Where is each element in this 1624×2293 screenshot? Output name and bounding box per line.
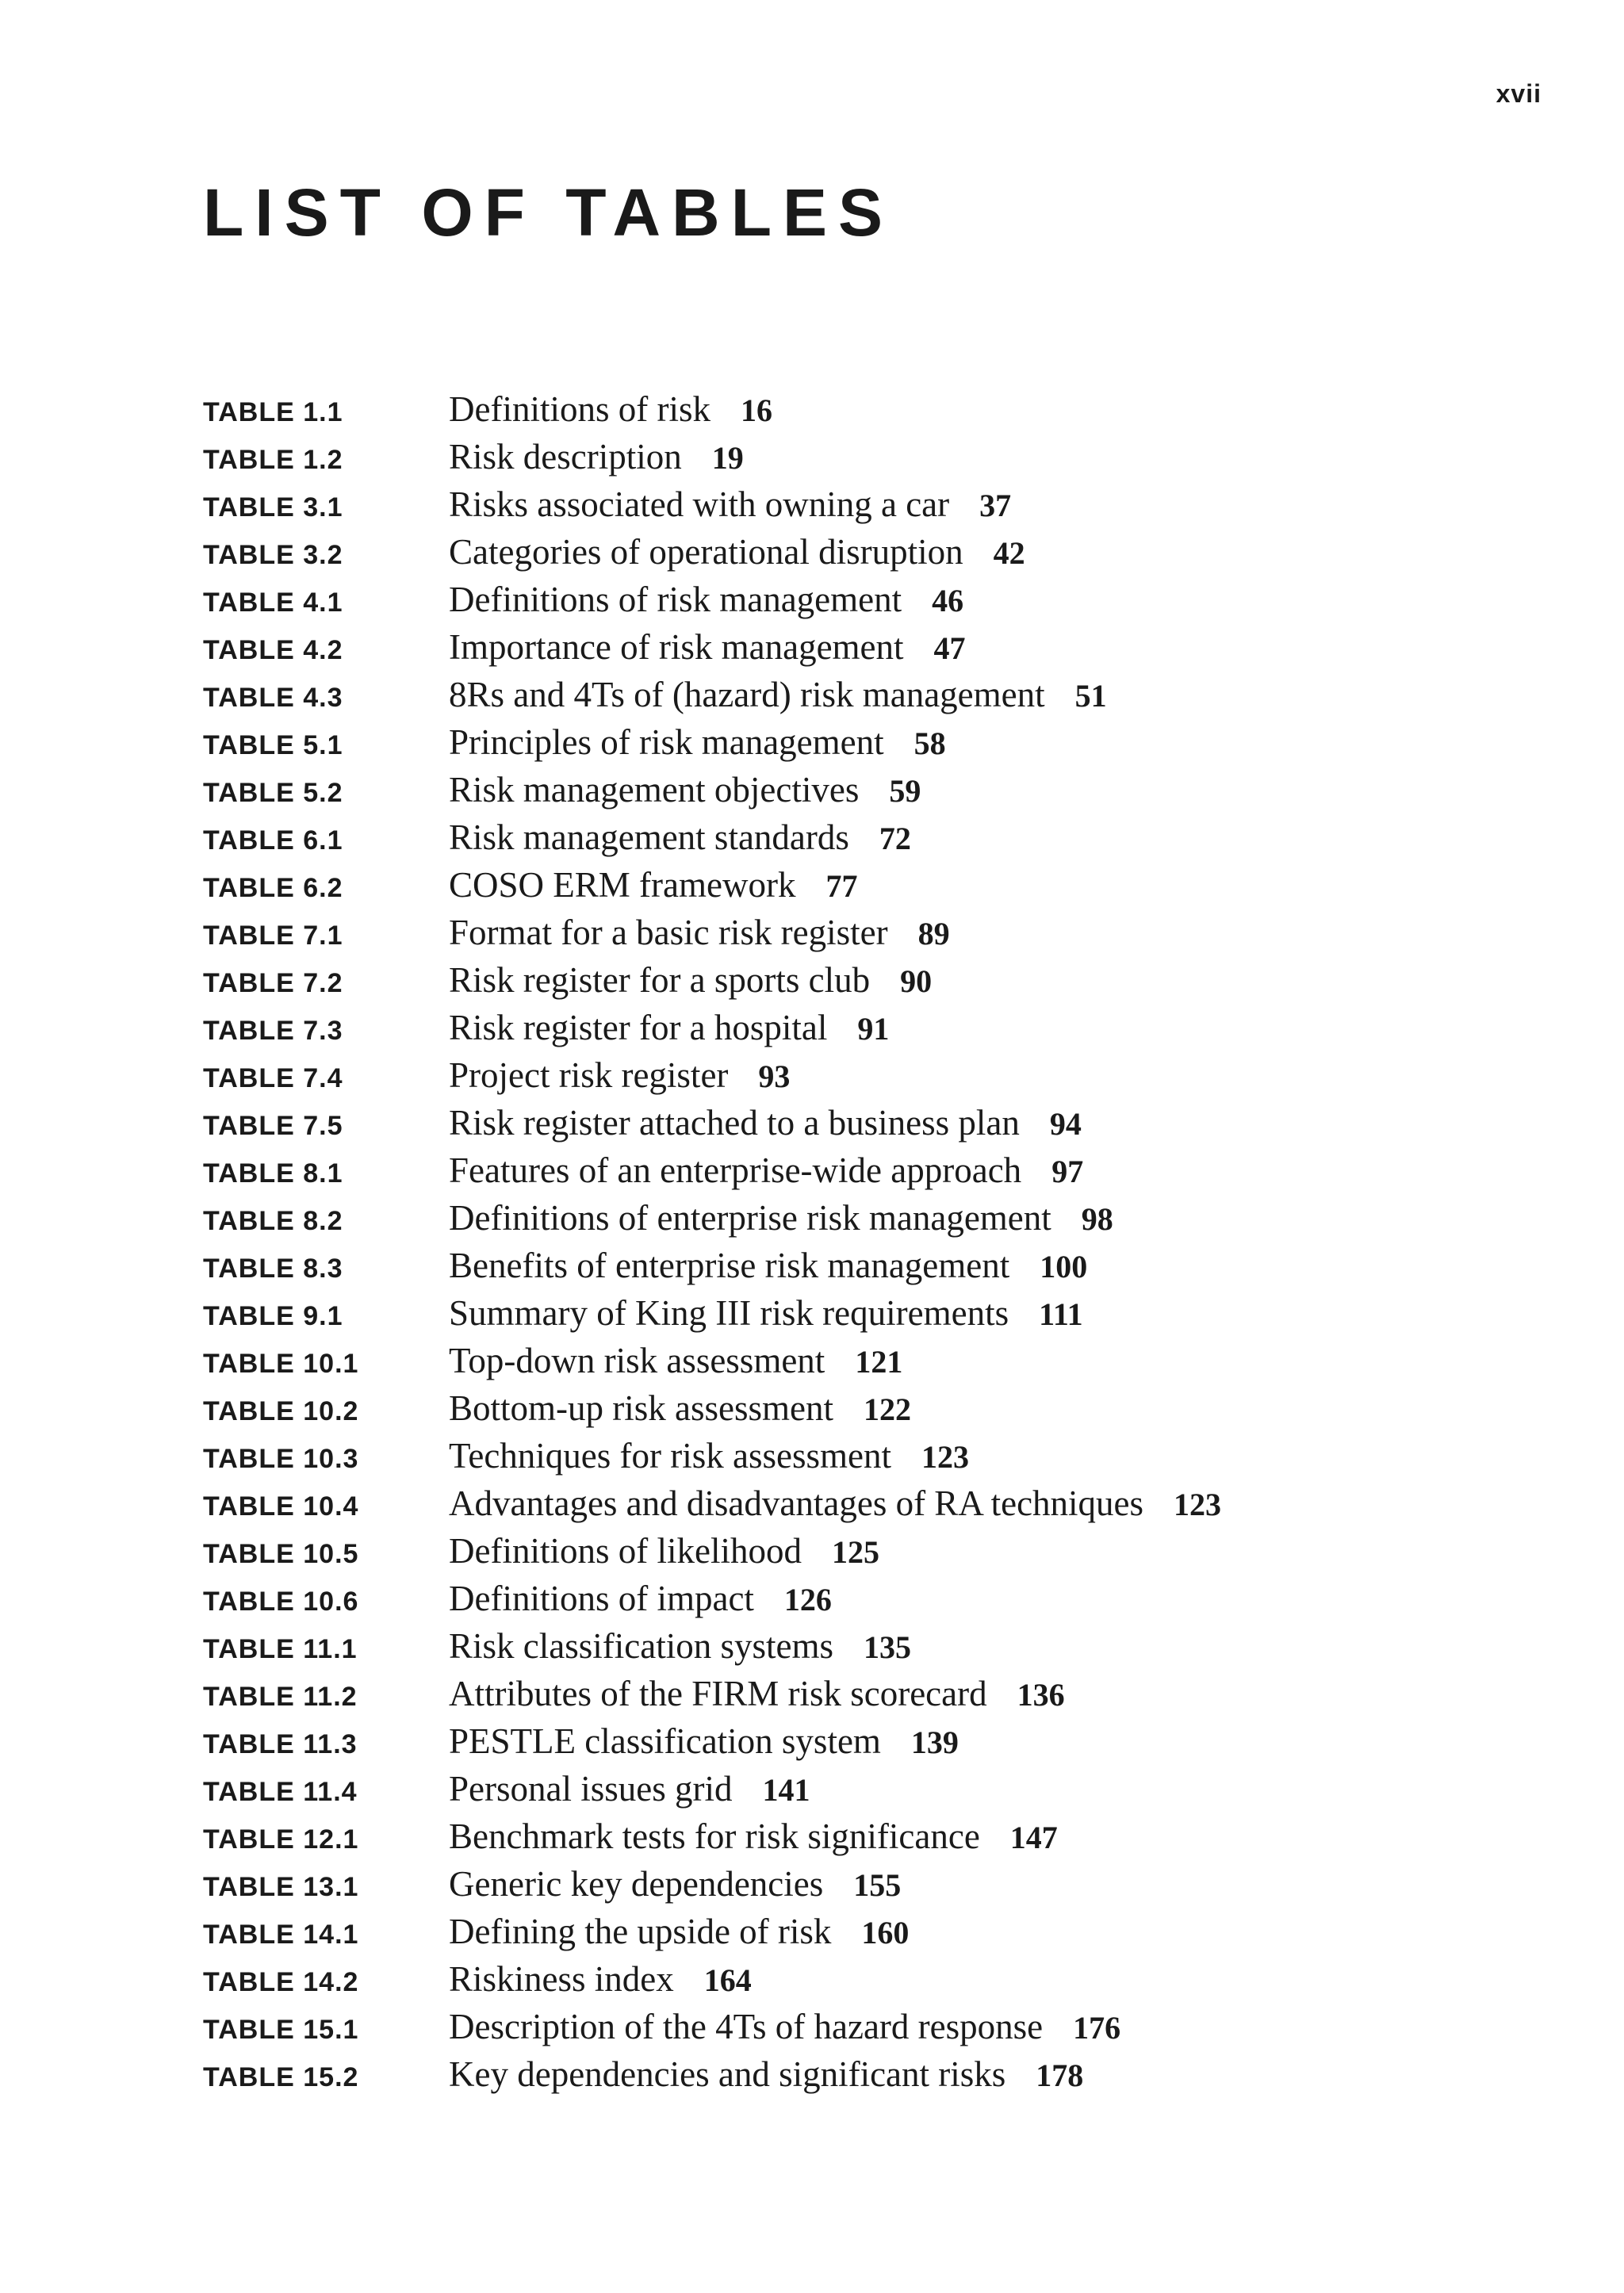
- table-label: TABLE 10.1: [203, 1349, 359, 1379]
- table-caption: Summary of King III risk requirements: [449, 1293, 1009, 1333]
- table-page-number: 16: [740, 392, 772, 428]
- table-label: TABLE 7.1: [203, 921, 343, 951]
- table-page-number: 46: [932, 583, 964, 618]
- table-entry: [203, 1625, 1472, 1673]
- table-label: TABLE 11.1: [203, 1634, 358, 1664]
- table-caption: Description of the 4Ts of hazard response: [449, 2007, 1044, 2046]
- table-caption: Definitions of risk: [449, 389, 710, 429]
- table-caption: Importance of risk management: [449, 627, 904, 667]
- table-caption: Format for a basic risk register: [449, 913, 888, 952]
- table-page-number: 58: [914, 725, 946, 761]
- table-label: TABLE 11.3: [203, 1729, 358, 1759]
- table-label: TABLE 3.2: [203, 540, 343, 570]
- table-page-number: 89: [917, 916, 950, 951]
- table-label: TABLE 5.2: [203, 778, 343, 808]
- table-page-number: 59: [889, 773, 921, 809]
- table-caption: PESTLE classification system: [449, 1721, 881, 1761]
- table-page-number: 93: [758, 1058, 791, 1094]
- table-page-number: 94: [1049, 1106, 1082, 1142]
- table-caption: Definitions of enterprise risk management: [449, 1198, 1051, 1238]
- table-caption: Risk description: [449, 437, 682, 477]
- table-entry: [203, 912, 1472, 959]
- table-page-number: 72: [879, 821, 911, 856]
- table-entry: [203, 1578, 1472, 1625]
- table-label: TABLE 4.2: [203, 635, 343, 665]
- table-label: TABLE 6.2: [203, 873, 343, 903]
- table-label: TABLE 11.4: [203, 1777, 358, 1807]
- table-label: TABLE 12.1: [203, 1824, 359, 1855]
- table-entry: [203, 1673, 1472, 1721]
- table-entry: [203, 389, 1472, 436]
- table-entry: [203, 531, 1472, 579]
- table-label: TABLE 7.4: [203, 1063, 343, 1093]
- table-entry: [203, 1721, 1472, 1768]
- table-label: TABLE 10.2: [203, 1396, 359, 1426]
- table-page-number: 121: [855, 1344, 903, 1380]
- table-caption: Project risk register: [449, 1055, 729, 1095]
- table-label: TABLE 1.2: [203, 445, 343, 475]
- table-caption: Risk register attached to a business plan: [449, 1103, 1020, 1143]
- table-caption: Features of an enterprise-wide approach: [449, 1150, 1022, 1190]
- table-label: TABLE 10.6: [203, 1587, 359, 1617]
- table-entry: [203, 1816, 1472, 1863]
- table-caption: 8Rs and 4Ts of (hazard) risk management: [449, 675, 1045, 714]
- table-caption: Definitions of likelihood: [449, 1531, 802, 1571]
- table-label: TABLE 13.1: [203, 1872, 359, 1902]
- table-caption: Attributes of the FIRM risk scorecard: [449, 1674, 987, 1713]
- table-entry: [203, 1388, 1472, 1435]
- table-entry: [203, 1435, 1472, 1483]
- table-page-number: 135: [863, 1629, 911, 1665]
- table-list: [203, 389, 1472, 2101]
- table-entry: [203, 674, 1472, 722]
- table-entry: [203, 1102, 1472, 1150]
- table-label: TABLE 6.1: [203, 825, 343, 856]
- table-entry: [203, 1958, 1472, 2006]
- table-entry: [203, 1911, 1472, 1958]
- table-label: TABLE 14.2: [203, 1967, 359, 1997]
- table-label: TABLE 5.1: [203, 730, 343, 760]
- table-entry: [203, 1340, 1472, 1388]
- table-page-number: 123: [1174, 1487, 1222, 1522]
- table-entry: [203, 484, 1472, 531]
- table-entry: [203, 1007, 1472, 1055]
- table-entry: [203, 2006, 1472, 2054]
- table-entry: [203, 864, 1472, 912]
- table-caption: Categories of operational disruption: [449, 532, 963, 572]
- table-entry: [203, 1863, 1472, 1911]
- table-entry: [203, 626, 1472, 674]
- table-caption: Bottom-up risk assessment: [449, 1388, 833, 1428]
- table-label: TABLE 10.4: [203, 1491, 359, 1522]
- table-label: TABLE 15.2: [203, 2062, 359, 2092]
- table-caption: Advantages and disadvantages of RA techniques: [449, 1483, 1144, 1523]
- table-page-number: 123: [921, 1439, 969, 1475]
- table-entry: [203, 1055, 1472, 1102]
- table-page-number: 125: [831, 1534, 879, 1570]
- table-page-number: 19: [711, 440, 744, 476]
- table-page-number: 155: [853, 1867, 902, 1903]
- table-label: TABLE 4.3: [203, 683, 343, 713]
- table-page-number: 164: [703, 1962, 752, 1998]
- table-page-number: 136: [1017, 1677, 1065, 1713]
- table-entry: [203, 722, 1472, 769]
- table-page-number: 97: [1051, 1154, 1084, 1189]
- table-page-number: 126: [783, 1582, 832, 1617]
- table-page-number: 178: [1036, 2058, 1084, 2093]
- table-caption: Techniques for risk assessment: [449, 1436, 891, 1476]
- table-page-number: 37: [979, 488, 1012, 523]
- table-caption: Benefits of enterprise risk management: [449, 1246, 1010, 1285]
- table-page-number: 147: [1009, 1820, 1058, 1855]
- table-page-number: 111: [1039, 1296, 1083, 1332]
- table-page-number: 141: [762, 1772, 810, 1808]
- table-page-number: 77: [825, 868, 858, 904]
- table-page-number: 139: [910, 1725, 959, 1760]
- table-caption: Risk management standards: [449, 817, 849, 857]
- page-number: xvii: [1496, 79, 1542, 108]
- table-entry: [203, 1483, 1472, 1530]
- table-label: TABLE 7.5: [203, 1111, 343, 1141]
- table-page-number: 91: [857, 1011, 890, 1047]
- table-caption: Top-down risk assessment: [449, 1341, 825, 1380]
- table-label: TABLE 1.1: [203, 397, 343, 427]
- table-caption: Definitions of impact: [449, 1579, 754, 1618]
- table-caption: Benchmark tests for risk significance: [449, 1816, 980, 1856]
- table-entry: [203, 2054, 1472, 2101]
- table-caption: Risk register for a hospital: [449, 1008, 828, 1047]
- table-page-number: 47: [933, 630, 966, 666]
- table-caption: Key dependencies and significant risks: [449, 2054, 1006, 2094]
- table-label: TABLE 8.3: [203, 1254, 343, 1284]
- table-label: TABLE 7.3: [203, 1016, 343, 1046]
- table-label: TABLE 8.1: [203, 1158, 343, 1189]
- table-label: TABLE 8.2: [203, 1206, 343, 1236]
- table-caption: Risk register for a sports club: [449, 960, 871, 1000]
- table-entry: [203, 1768, 1472, 1816]
- table-page-number: 122: [863, 1391, 911, 1427]
- table-entry: [203, 436, 1472, 484]
- table-label: TABLE 11.2: [203, 1682, 358, 1712]
- table-page-number: 100: [1040, 1249, 1088, 1284]
- table-entry: [203, 1150, 1472, 1197]
- table-caption: Riskiness index: [449, 1959, 674, 1999]
- table-caption: Definitions of risk management: [449, 580, 902, 619]
- table-caption: Risk classification systems: [449, 1626, 833, 1666]
- table-entry: [203, 579, 1472, 626]
- table-caption: Defining the upside of risk: [449, 1912, 832, 1951]
- table-caption: Principles of risk management: [449, 722, 884, 762]
- table-entry: [203, 769, 1472, 817]
- table-page-number: 42: [993, 535, 1025, 571]
- table-label: TABLE 4.1: [203, 588, 343, 618]
- table-caption: Risks associated with owning a car: [449, 484, 950, 524]
- table-page-number: 176: [1073, 2010, 1121, 2046]
- table-entry: [203, 1245, 1472, 1292]
- table-label: TABLE 9.1: [203, 1301, 343, 1331]
- table-label: TABLE 10.3: [203, 1444, 359, 1474]
- table-label: TABLE 14.1: [203, 1920, 359, 1950]
- table-entry: [203, 1530, 1472, 1578]
- table-page-number: 160: [861, 1915, 910, 1950]
- table-page-number: 51: [1074, 678, 1107, 714]
- table-entry: [203, 1197, 1472, 1245]
- table-caption: Generic key dependencies: [449, 1864, 824, 1904]
- table-caption: Personal issues grid: [449, 1769, 733, 1809]
- table-entry: [203, 817, 1472, 864]
- table-label: TABLE 7.2: [203, 968, 343, 998]
- table-label: TABLE 10.5: [203, 1539, 359, 1569]
- page-title: LIST OF TABLES: [203, 175, 894, 250]
- table-entry: [203, 959, 1472, 1007]
- table-label: TABLE 3.1: [203, 492, 343, 523]
- table-caption: Risk management objectives: [449, 770, 860, 810]
- table-page-number: 98: [1081, 1201, 1113, 1237]
- table-label: TABLE 15.1: [203, 2015, 359, 2045]
- table-caption: COSO ERM framework: [449, 865, 796, 905]
- table-entry: [203, 1292, 1472, 1340]
- table-page-number: 90: [900, 963, 933, 999]
